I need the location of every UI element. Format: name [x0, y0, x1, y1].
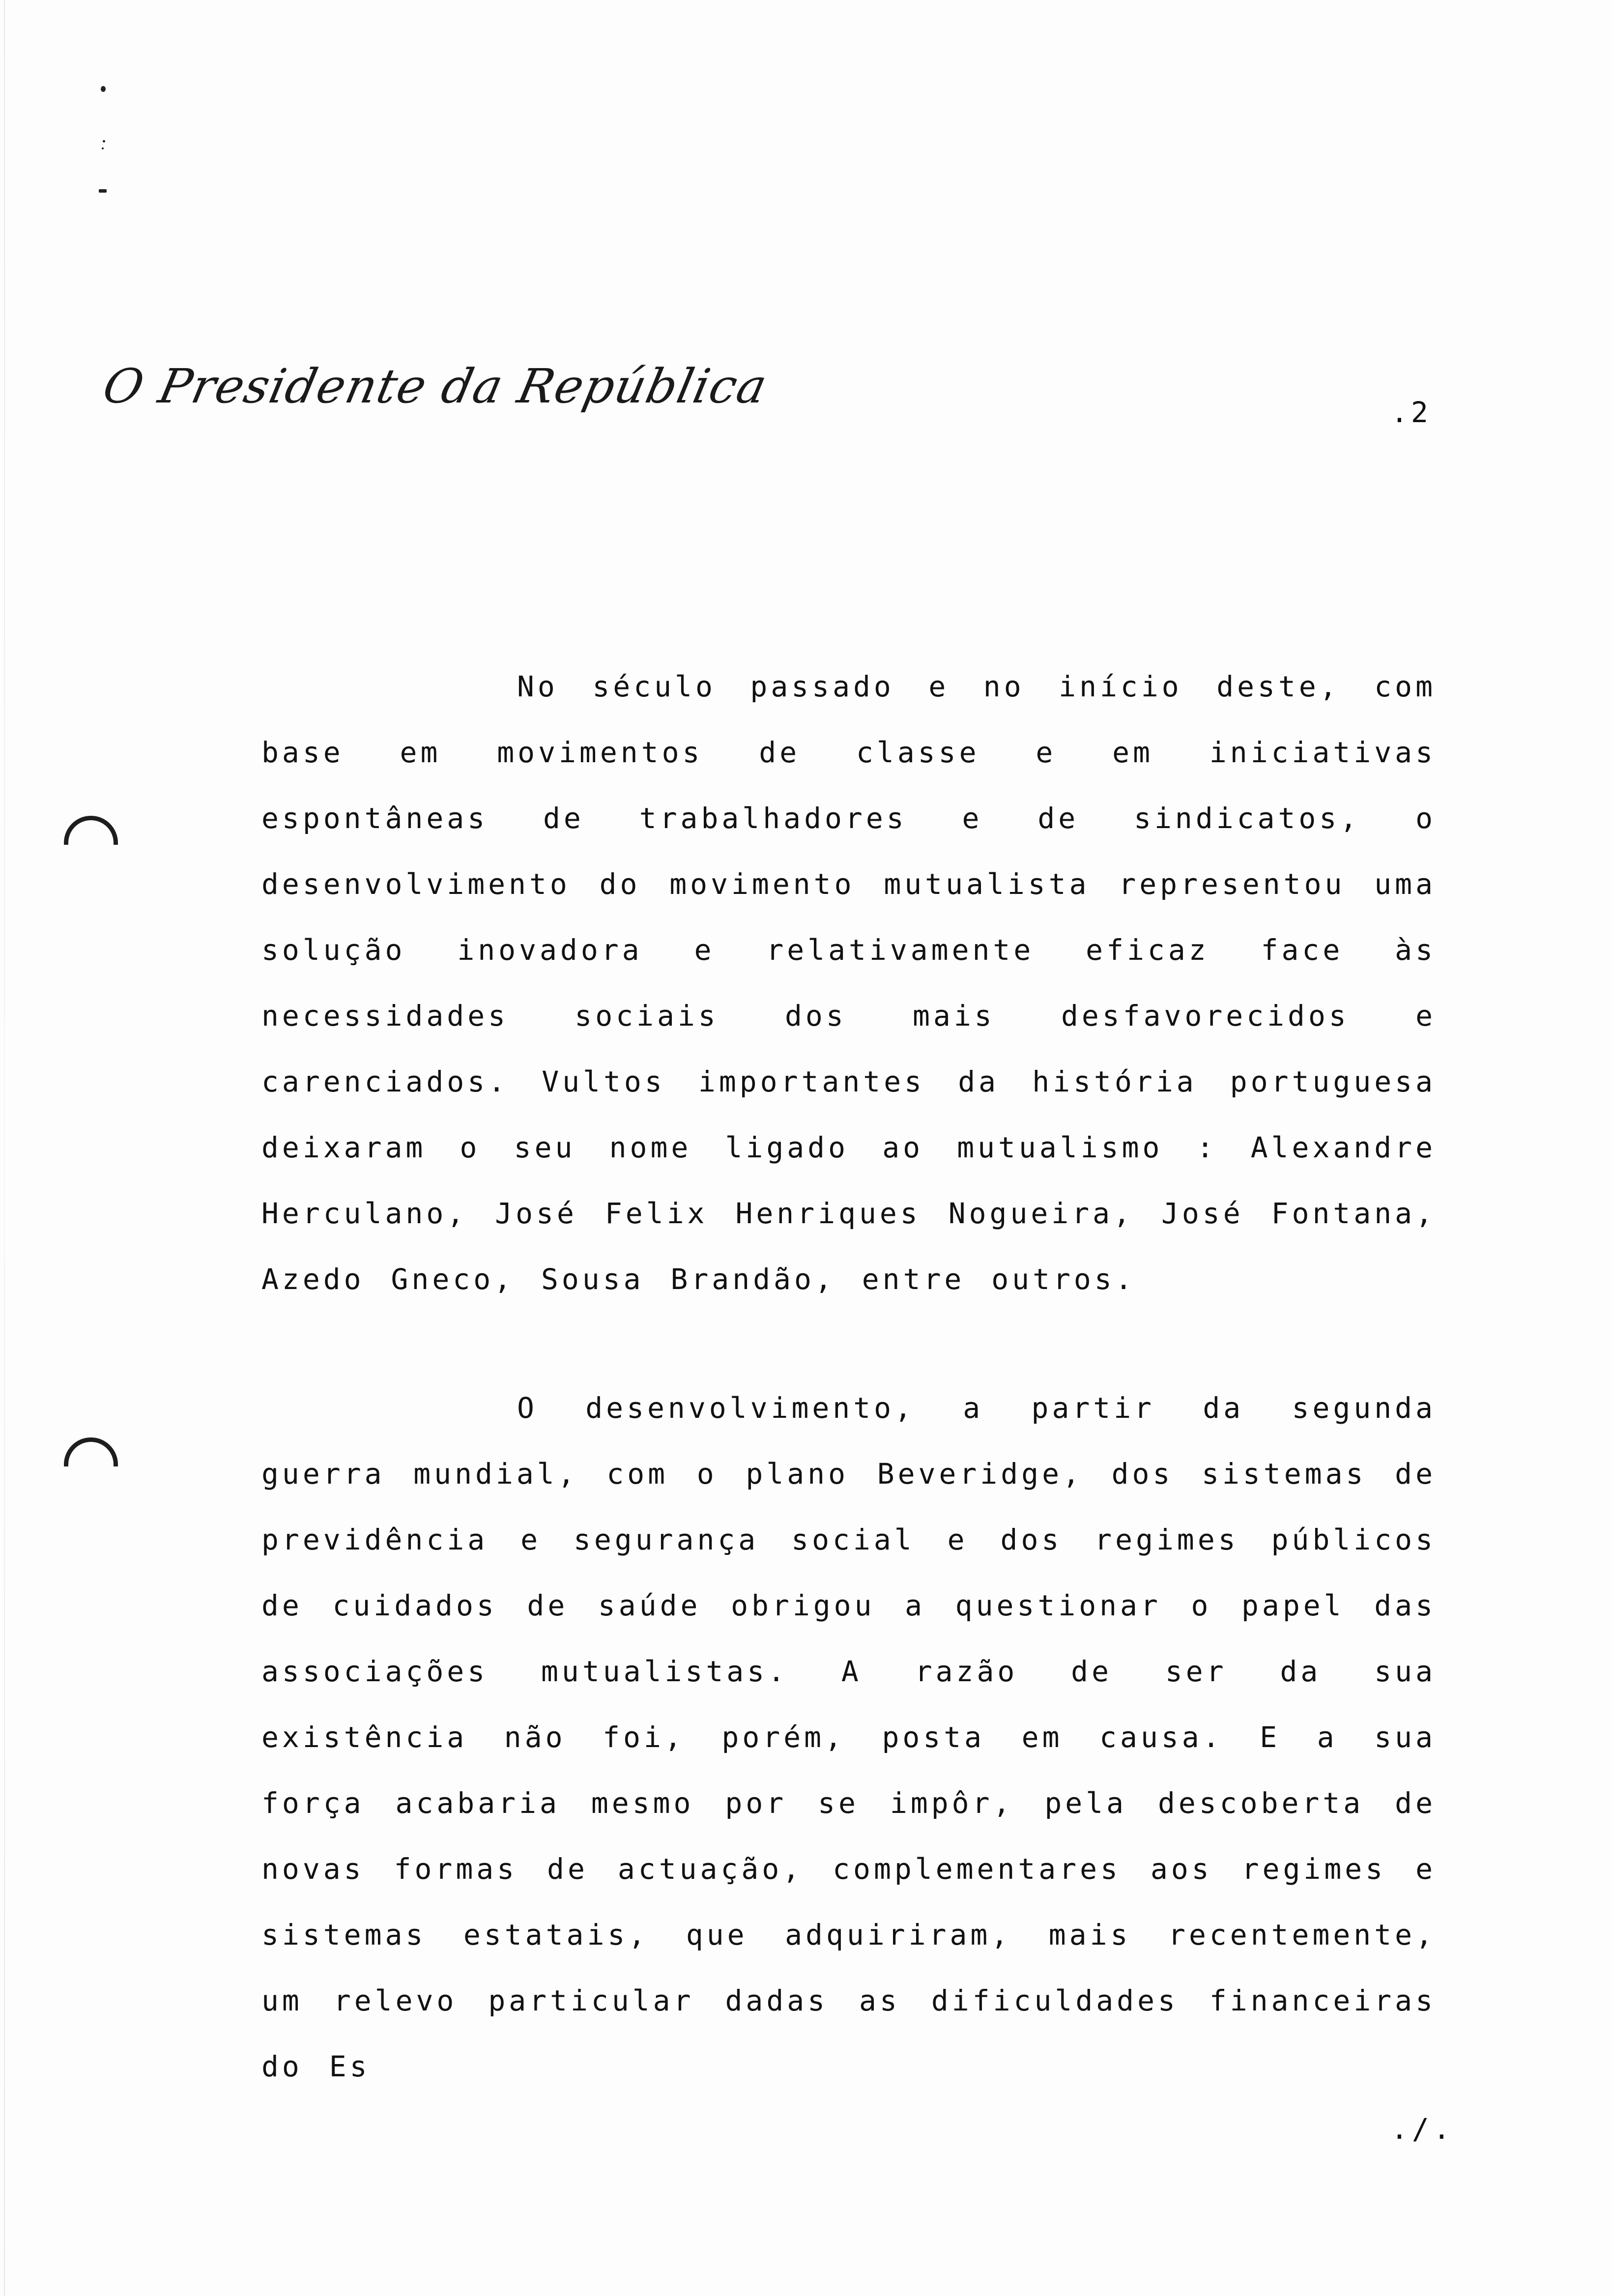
margin-marks [96, 86, 111, 204]
margin-dash [99, 189, 107, 193]
scan-edge [4, 0, 5, 2296]
punch-hole-bottom [64, 1437, 118, 1466]
punch-hole-top [64, 816, 118, 845]
margin-dot-top [101, 86, 106, 92]
paragraph-2 [261, 1375, 1436, 2099]
paragraph-2-text: O desenvolvimento, a partir da segunda guerra mundial, com o plano Beveridge, dos sistemas de previdência e segurança social e dos regimes públicos de cuidados de saúde obrigou a questionar o papel das associações mutualistas. A razão de ser da sua existência não foi, porém, posta em causa. E a sua força acabaria mesmo por se impôr, pela descoberta de novas formas de actuação, complementares aos regimes e sistemas estatais, que adquiriram, mais recentemente, um relevo particular dadas as dificuldades financeiras do Es [261, 1391, 1436, 2083]
margin-dot-middle [103, 140, 105, 143]
paragraph-1 [261, 654, 1436, 1312]
continuation-mark: ./. [1391, 2112, 1454, 2146]
letterhead: O Presidente da República [98, 359, 773, 414]
paragraph-1-text: No século passado e no início deste, com base em movimentos de classe e em iniciativas espontâneas de trabalhadores e de sindicatos, o desenvolvimento do movimento mutualista representou uma solução inovadora e relativamente eficaz face às necessidades sociais dos mais desfavorecidos e carenciados. Vultos importantes da história portuguesa deixaram o seu nome ligado ao mutualismo : Alexandre Herculano, José Felix Henriques Nogueira, José Fontana, Azedo Gneco, Sousa Brandão, entre outros. [261, 670, 1436, 1296]
margin-dot-middle-2 [102, 147, 104, 149]
page-number: .2 [1391, 396, 1431, 429]
